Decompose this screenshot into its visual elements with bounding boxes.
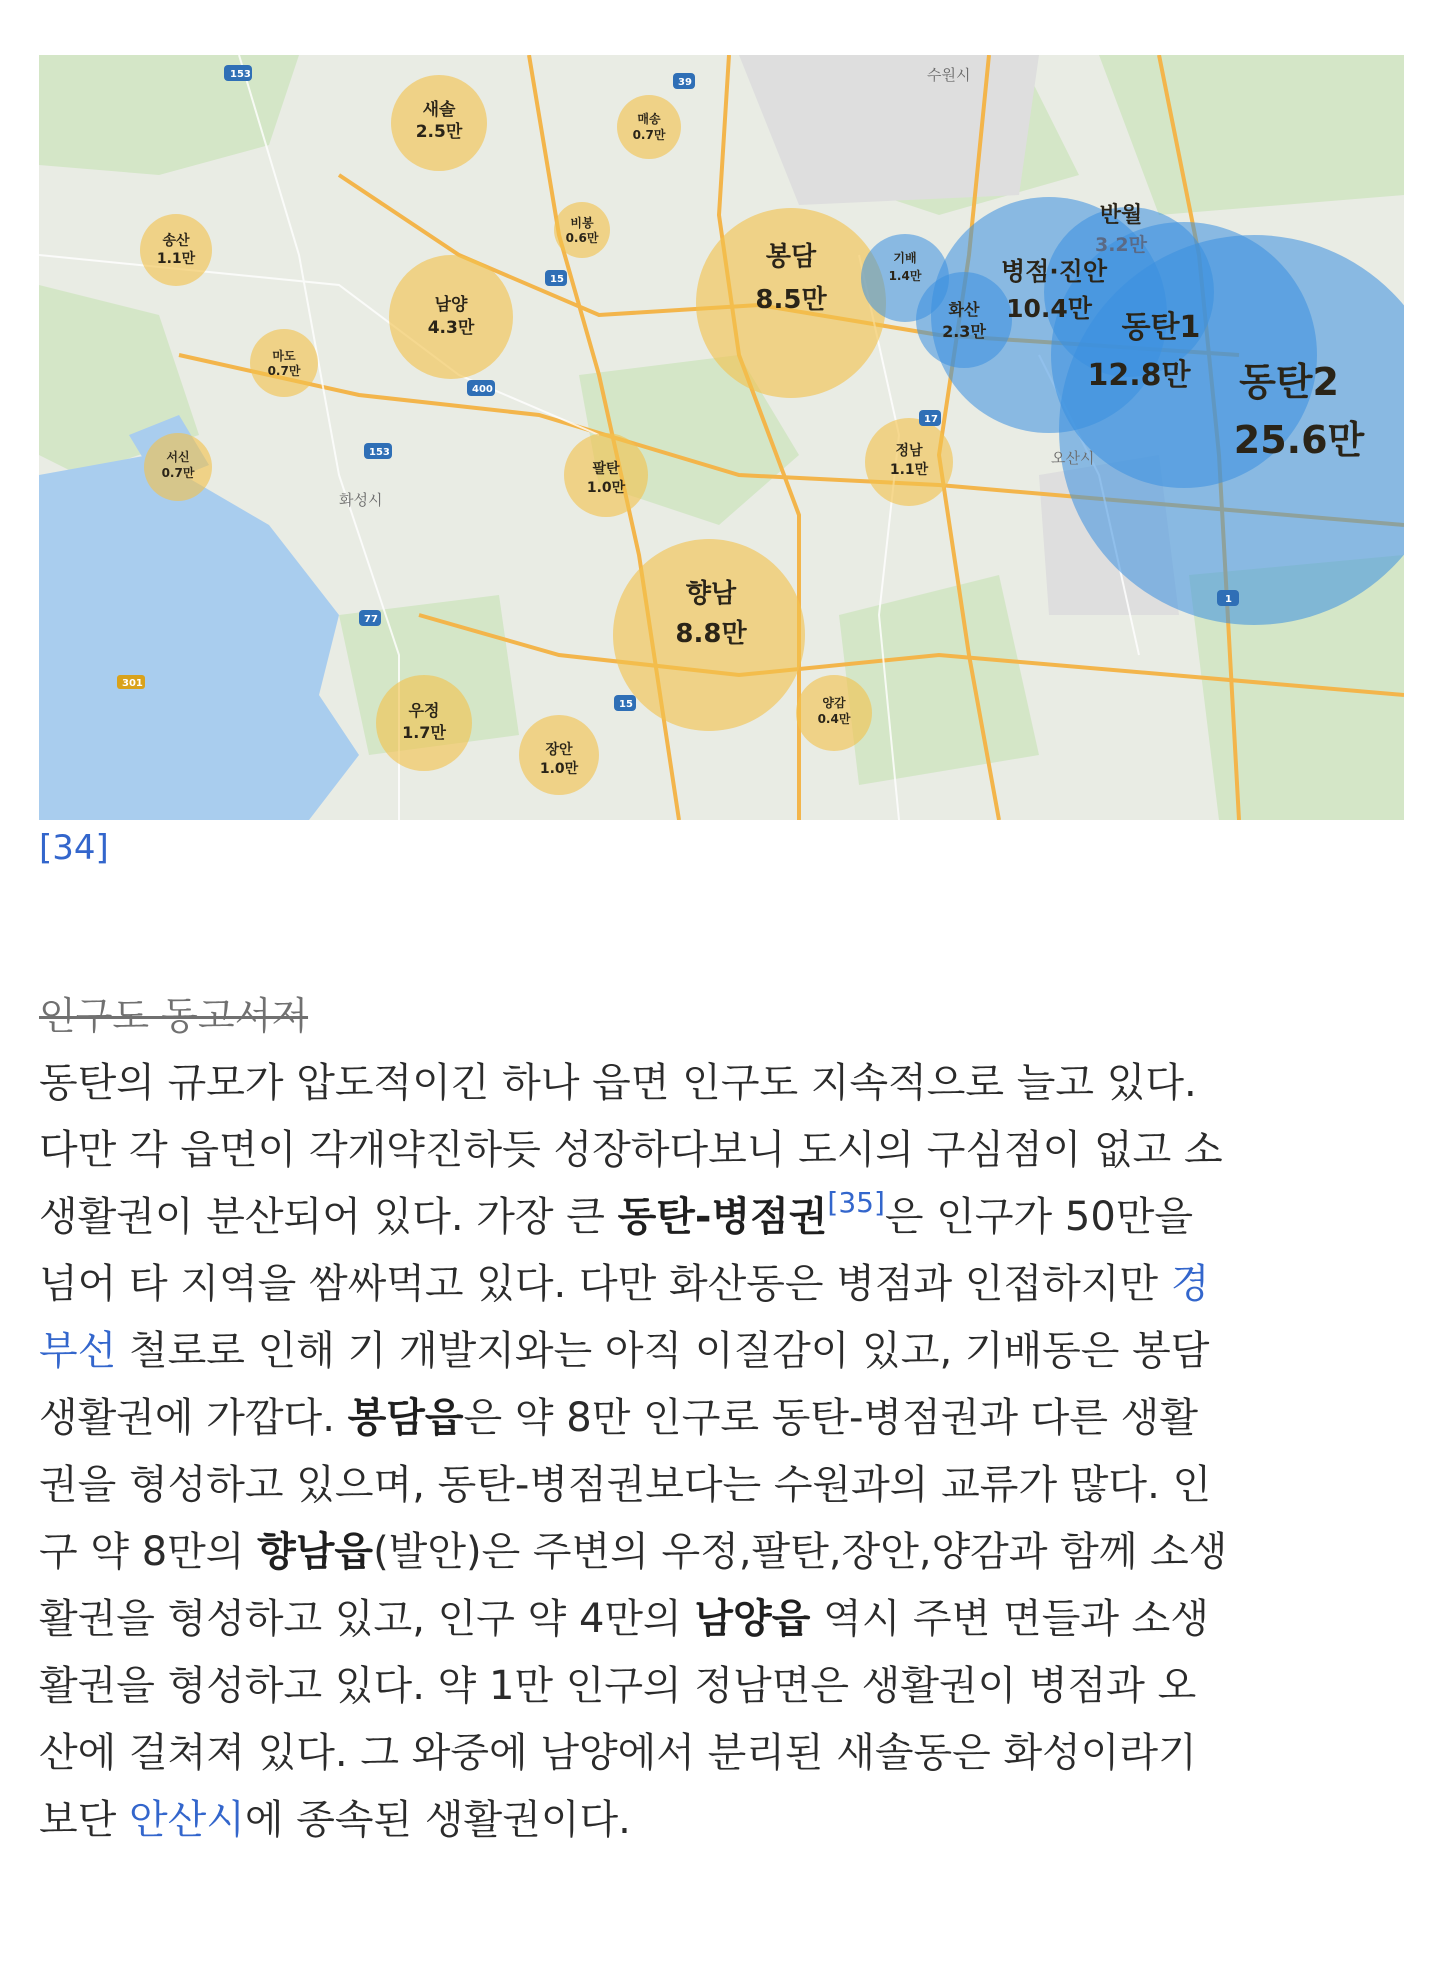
- link-gyeongbu-line[interactable]: 경: [1170, 1261, 1210, 1307]
- place-suwon: 수원시: [927, 66, 971, 84]
- label-yanggam-value: 0.4만: [817, 712, 851, 726]
- label-bongdam-value: 8.5만: [755, 285, 827, 315]
- struck-heading: 인구도 동고서저: [39, 994, 309, 1038]
- label-songsan-name: 송산: [162, 233, 190, 249]
- svg-text:400: 400: [472, 384, 493, 395]
- label-banwol-value: 3.2만: [1094, 234, 1148, 256]
- label-bongdam-name: 봉담: [765, 242, 817, 272]
- label-seosin-value: 0.7만: [161, 466, 195, 480]
- para-line-7: 권을 형성하고 있으며, 동탄-병점권보다는 수원과의 교류가 많다. 인: [39, 1462, 1212, 1508]
- text-span: 구 약 8만의: [39, 1529, 258, 1575]
- label-saesol-name: 새솔: [422, 100, 456, 120]
- bubble-songsan: [140, 214, 212, 286]
- label-banwol-name: 반월: [1099, 203, 1143, 228]
- label-mado-name: 마도: [272, 349, 296, 363]
- svg-text:1: 1: [1225, 594, 1232, 605]
- text-span: 에 종속된 생활권이다.: [244, 1797, 631, 1843]
- para-line-4: [39, 1251, 1419, 1318]
- label-dongtan2-name: 동탄2: [1239, 360, 1339, 404]
- para-line-6: [39, 1385, 1419, 1452]
- svg-text:17: 17: [924, 414, 938, 425]
- text-span: 철로로 인해 기 개발지와는 아직 이질감이 있고, 기배동은 봉담: [116, 1328, 1210, 1374]
- text-span: 은 인구가 50만을: [884, 1194, 1194, 1240]
- bold-namyang: 남양읍: [694, 1596, 811, 1642]
- label-jangan-name: 장안: [545, 742, 573, 758]
- svg-text:301: 301: [122, 678, 143, 689]
- para-line-8: [39, 1519, 1419, 1586]
- svg-text:153: 153: [230, 69, 251, 80]
- bold-dongtan-byeongjeom: 동탄-병점권: [617, 1194, 828, 1240]
- body-paragraph: [39, 1050, 1419, 1854]
- label-bibong-value: 0.6만: [565, 231, 599, 245]
- svg-text:15: 15: [619, 699, 633, 710]
- bubble-mado: [250, 329, 318, 397]
- place-hwaseong: 화성시: [339, 491, 383, 509]
- label-paltan-name: 팔탄: [592, 461, 620, 477]
- text-span: 생활권이 분산되어 있다. 가장 큰: [39, 1194, 618, 1240]
- label-maesong-name: 매송: [637, 112, 661, 126]
- label-namyang-value: 4.3만: [427, 318, 475, 338]
- label-byeongjeom-name: 병점·진안: [1000, 257, 1108, 286]
- label-bibong-name: 비봉: [570, 216, 594, 230]
- bold-bongdam: 봉담읍: [347, 1395, 464, 1441]
- para-line-3: [39, 1184, 1419, 1251]
- label-seosin-name: 서신: [166, 450, 190, 464]
- label-dongtan1-name: 동탄1: [1121, 310, 1201, 345]
- footnote-ref-35[interactable]: [35]: [827, 1185, 885, 1219]
- label-gibae-name: 기배: [893, 251, 917, 265]
- para-line-1: 동탄의 규모가 압도적이긴 하나 읍면 인구도 지속적으로 늘고 있다.: [39, 1060, 1197, 1106]
- label-jeongnam-value: 1.1만: [889, 462, 929, 478]
- label-songsan-value: 1.1만: [156, 251, 196, 267]
- label-maesong-value: 0.7만: [632, 128, 666, 142]
- para-line-5: [39, 1318, 1419, 1385]
- place-osan: 오산시: [1051, 449, 1095, 467]
- para-line-11: 산에 걸쳐져 있다. 그 와중에 남양에서 분리된 새솔동은 화성이라기: [39, 1730, 1197, 1776]
- label-hyangnam-value: 8.8만: [675, 619, 747, 649]
- label-byeongjeom-value: 10.4만: [1006, 294, 1092, 323]
- label-hyangnam-name: 향남: [685, 579, 737, 609]
- label-ujeong-name: 우정: [408, 701, 440, 720]
- link-gyeongbu-line-cont[interactable]: 부선: [39, 1328, 117, 1374]
- label-jeongnam-name: 정남: [895, 443, 923, 459]
- para-line-2: 다만 각 읍면이 각개약진하듯 성장하다보니 도시의 구심점이 없고 소: [39, 1127, 1223, 1173]
- footnote-ref-34[interactable]: [34]: [39, 828, 109, 868]
- bubble-bibong: [554, 202, 610, 258]
- para-line-9: [39, 1586, 1419, 1653]
- text-span: 은 약 8만 인구로 동탄-병점권과 다른 생활: [463, 1395, 1198, 1441]
- bubble-namyang: [389, 255, 513, 379]
- para-line-10: 활권을 형성하고 있다. 약 1만 인구의 정남면은 생활권이 병점과 오: [39, 1663, 1197, 1709]
- text-span: 보단: [39, 1797, 129, 1843]
- label-ujeong-value: 1.7만: [402, 723, 446, 742]
- label-hwasan-value: 2.3만: [942, 322, 986, 341]
- text-span: 넘어 타 지역을 쌈싸먹고 있다. 다만 화산동은 병점과 인접하지만: [39, 1261, 1171, 1307]
- label-saesol-value: 2.5만: [415, 122, 463, 142]
- label-dongtan2-value: 25.6만: [1233, 418, 1365, 462]
- text-span: (발안)은 주변의 우정,팔탄,장안,양감과 함께 소생: [373, 1529, 1228, 1575]
- label-dongtan1-value: 12.8만: [1087, 358, 1191, 393]
- population-map: [39, 55, 1404, 820]
- bubble-maesong: [617, 95, 681, 159]
- label-namyang-name: 남양: [434, 295, 468, 315]
- label-hwasan-name: 화산: [948, 300, 980, 319]
- para-line-12: [39, 1787, 1419, 1854]
- svg-text:77: 77: [364, 614, 378, 625]
- label-mado-value: 0.7만: [267, 364, 301, 378]
- label-yanggam-name: 양감: [822, 696, 846, 710]
- text-span: 역시 주변 면들과 소생: [810, 1596, 1209, 1642]
- label-jangan-value: 1.0만: [539, 761, 579, 777]
- text-span: 활권을 형성하고 있고, 인구 약 4만의: [39, 1596, 695, 1642]
- svg-text:153: 153: [369, 447, 390, 458]
- bold-hyangnam: 향남읍: [257, 1529, 374, 1575]
- link-ansan-city[interactable]: 안산시: [129, 1797, 245, 1843]
- text-span: 생활권에 가깝다.: [39, 1395, 348, 1441]
- label-paltan-value: 1.0만: [586, 480, 626, 496]
- svg-text:39: 39: [678, 77, 692, 88]
- svg-text:15: 15: [550, 274, 564, 285]
- label-gibae-value: 1.4만: [888, 269, 922, 283]
